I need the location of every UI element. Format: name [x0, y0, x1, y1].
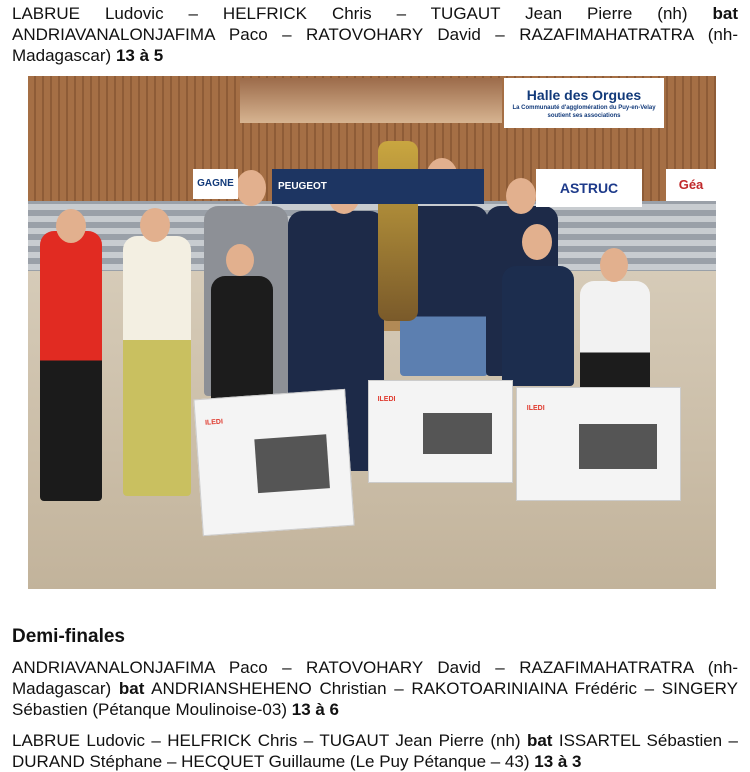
- bat-word: bat: [526, 731, 553, 750]
- team1: ANDRIAVANALONJAFIMA Paco – RATOVOHARY David – RAZAFIMAHATRATRA (nh-Madagascar): [12, 658, 738, 698]
- semi-result: [12, 657, 738, 720]
- person: [40, 231, 102, 501]
- tv-box: [193, 389, 354, 536]
- podium-photo: [28, 76, 716, 589]
- city-panorama: [240, 78, 502, 123]
- trophy: [378, 141, 418, 321]
- person: [211, 276, 273, 406]
- team2: ANDRIAVANALONJAFIMA Paco – RATOVOHARY David – RAZAFIMAHATRATRA (nh-Madagascar): [12, 25, 738, 65]
- tv-brand: ILEDI: [526, 404, 545, 412]
- banner-astruc: ASTRUC: [536, 169, 642, 207]
- person: [580, 281, 650, 391]
- semis-section: [12, 625, 738, 772]
- bat-word: bat: [118, 679, 145, 698]
- section-heading: Demi-finales: [12, 626, 125, 647]
- tv-brand: ILEDI: [204, 418, 224, 427]
- person: [502, 266, 574, 386]
- team2: ANDRIANSHEHENO Christian – RAKOTOARINIAINA Frédéric – SINGERY Sébastien (Pétanque Moulinoise-03): [12, 679, 738, 719]
- score: 13 à 6: [291, 700, 340, 719]
- bat-word: bat: [712, 4, 738, 23]
- score: 13 à 5: [115, 46, 164, 65]
- semi-result: [12, 730, 738, 772]
- banner-sub: La Communauté d'agglomération du Puy-en-Velay soutient ses associations: [512, 104, 656, 119]
- team1: LABRUE Ludovic – HELFRICK Chris – TUGAUT Jean Pierre (nh): [12, 4, 688, 23]
- banner-title: Halle des Orgues: [526, 86, 642, 103]
- tv-box: [516, 387, 681, 501]
- head: [506, 178, 536, 214]
- banner-gagne: GAGNE: [193, 169, 238, 199]
- tv-brand: ILEDI: [377, 396, 396, 404]
- head: [56, 209, 86, 243]
- banner-peugeot: PEUGEOT: [272, 169, 484, 204]
- head: [140, 208, 170, 242]
- halle-banner: [504, 78, 664, 128]
- banner-gea: Géa: [666, 169, 716, 201]
- head: [600, 248, 628, 282]
- head: [226, 244, 254, 276]
- person: [123, 236, 191, 496]
- tv-box: [368, 380, 513, 483]
- final-result: [12, 3, 738, 66]
- head: [236, 170, 266, 206]
- score: 13 à 3: [534, 752, 582, 771]
- head: [522, 224, 552, 260]
- team2: ISSARTEL Sébastien – DURAND Stéphane – HECQUET Guillaume (Le Puy Pétanque – 43): [12, 731, 738, 771]
- team1: LABRUE Ludovic – HELFRICK Chris – TUGAUT Jean Pierre (nh): [12, 731, 521, 750]
